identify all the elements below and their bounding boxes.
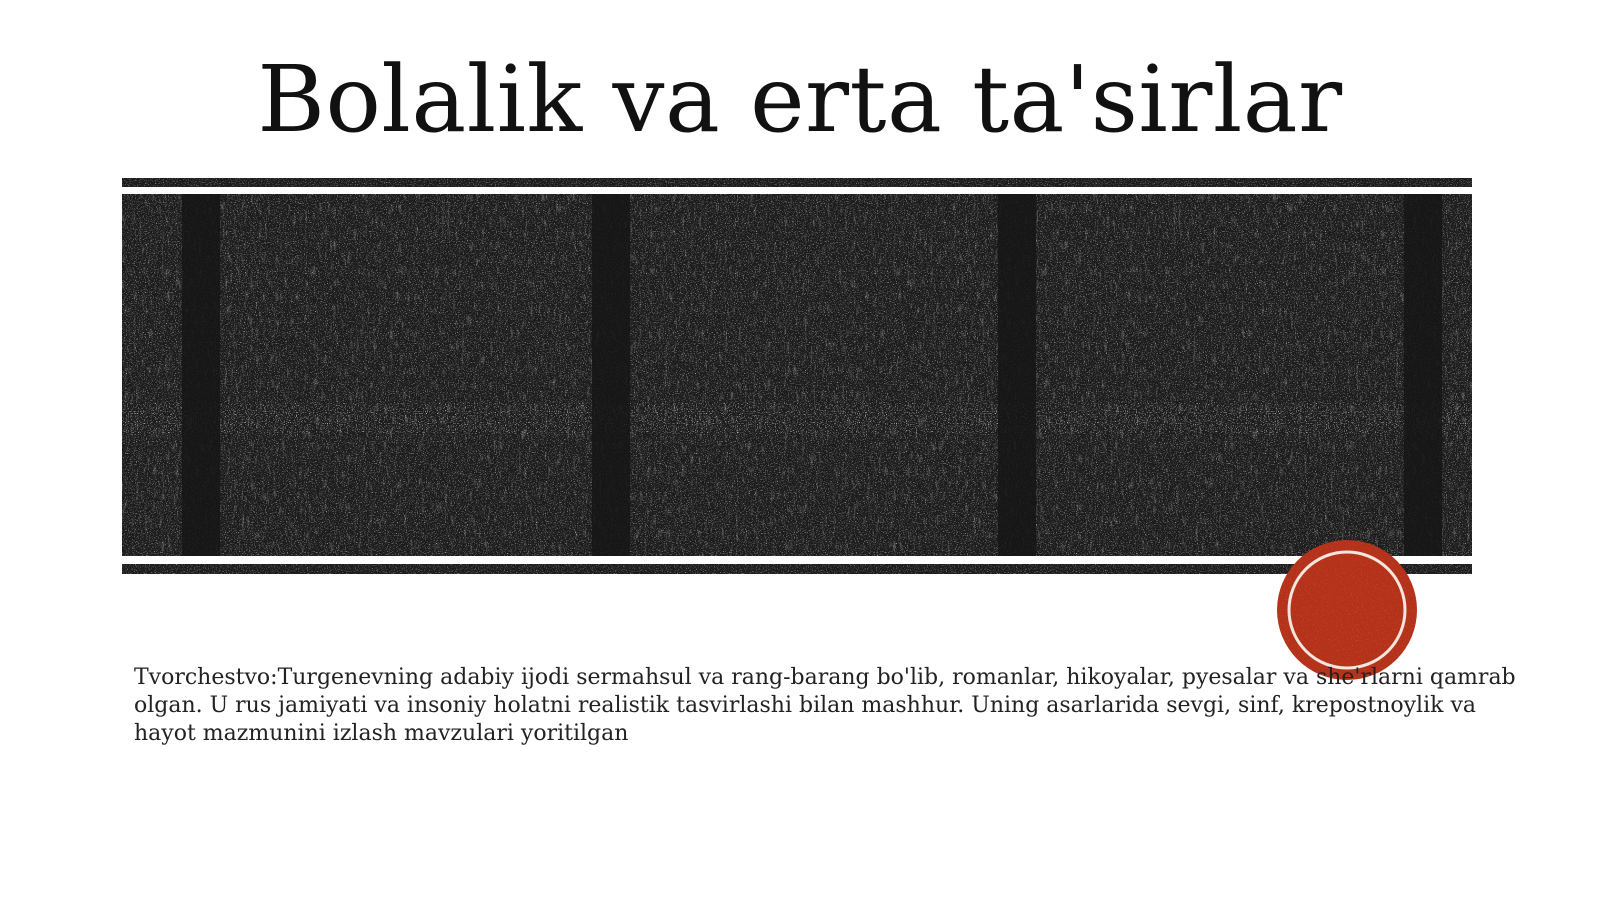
grunge-texture-image xyxy=(122,178,1472,578)
slide-title: Bolalik va erta ta'sirlar xyxy=(257,46,1343,153)
red-circle-ornament-icon xyxy=(1275,538,1419,682)
grunge-texture-band xyxy=(122,178,1472,578)
body-paragraph: Tvorchestvo:Turgenevning adabiy ijodi sermahsul va rang-barang bo'lib, romanlar, hikoyalar, pyesalar va she'rlarni qamrab olgan. U rus jamiyati va insoniy holatni realistik tasvirlashi bilan mashhur. Uning asarlarida sevgi, sinf, krepostnoylik va hayot mazmunini izlash mavzulari yoritilgan xyxy=(134,665,1516,746)
